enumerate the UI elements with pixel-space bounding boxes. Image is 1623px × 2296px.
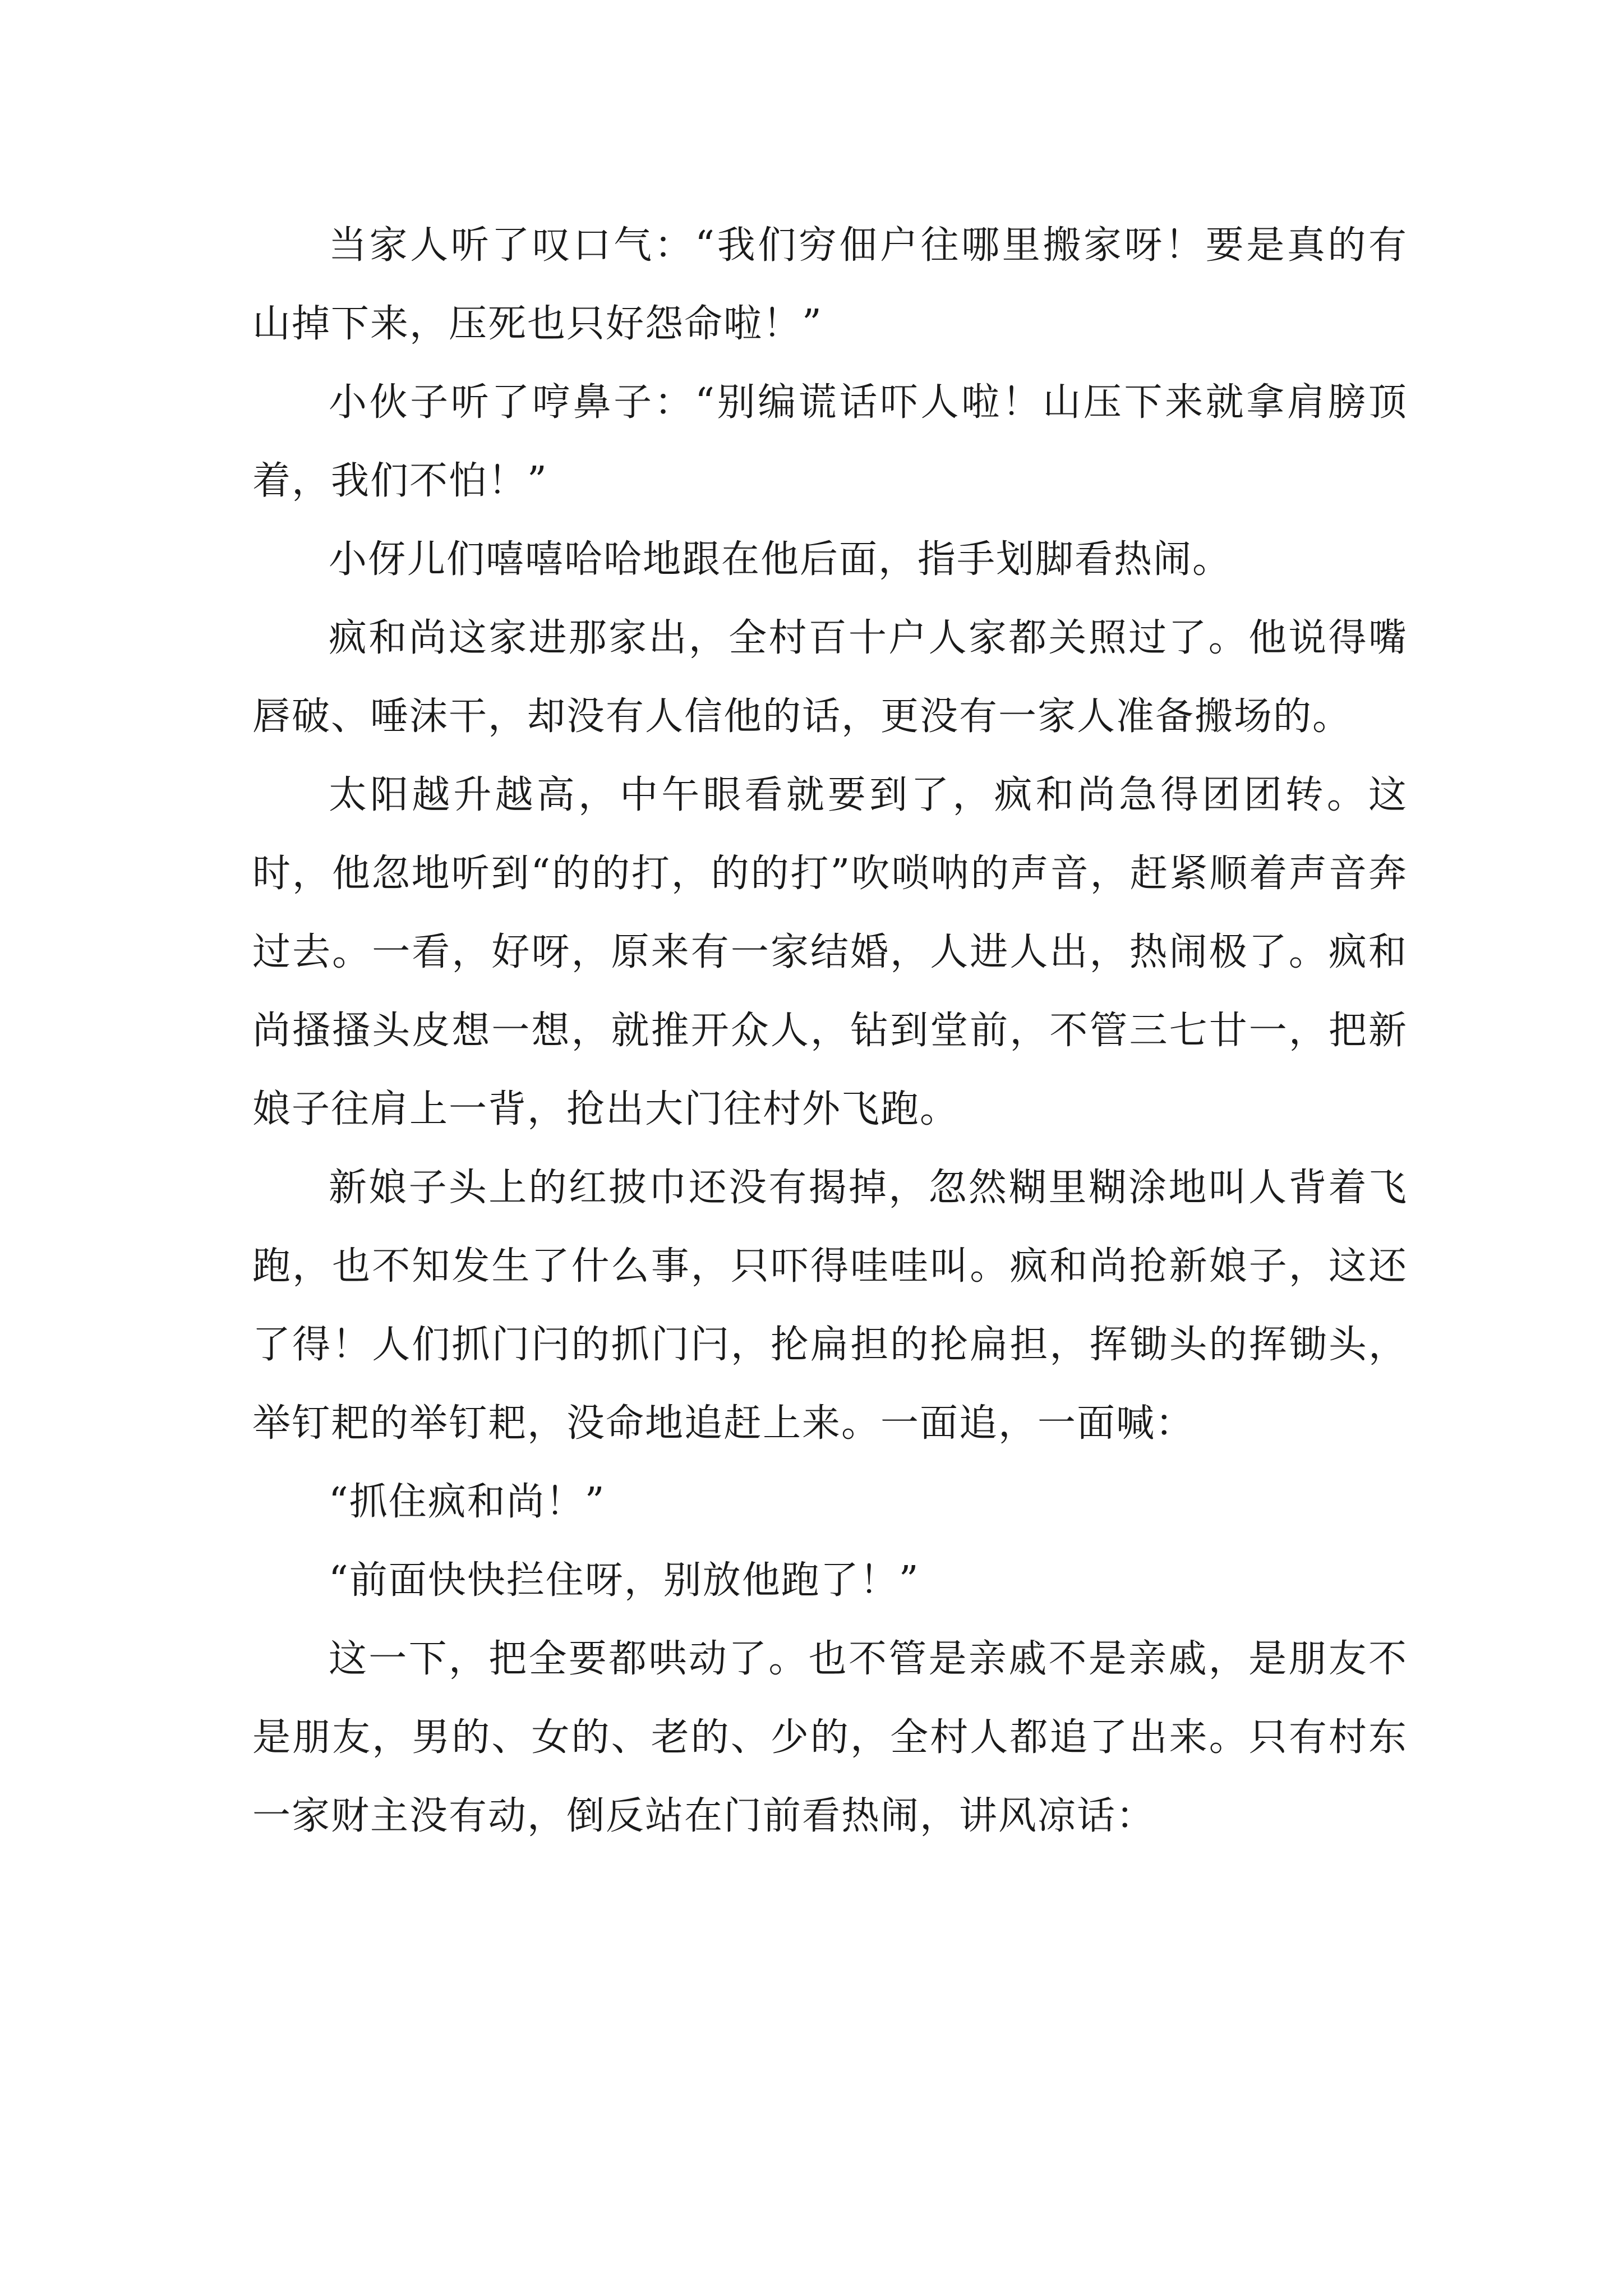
paragraph: 小伙子听了哼鼻子：“别编谎话吓人啦！山压下来就拿肩膀顶着，我们不怕！” xyxy=(252,380,1408,503)
body-text xyxy=(252,206,1408,1856)
paragraph: 疯和尚这家进那家出，全村百十户人家都关照过了。他说得嘴唇破、唾沫干，却没有人信他的话，更没有一家人准备搬场的。 xyxy=(252,616,1408,739)
dialogue-line: “前面快快拦住呀，别放他跑了！” xyxy=(329,1558,920,1603)
paragraph: 新娘子头上的红披巾还没有揭掉，忽然糊里糊涂地叫人背着飞跑，也不知发生了什么事，只吓得哇哇叫。疯和尚抢新娘子，这还了得！人们抓门闩的抓门闩，抡扁担的抡扁担，挥锄头的挥锄头，举钉耙的举钉耙，没命地追赶上来。一面追，一面喊： xyxy=(252,1166,1408,1446)
dialogue-line: “抓住疯和尚！” xyxy=(329,1480,606,1524)
paragraph: 这一下，把全要都哄动了。也不管是亲戚不是亲戚，是朋友不是朋友，男的、女的、老的、少的，全村人都追了出来。只有村东一家财主没有动，倒反站在门前看热闹，讲风凉话： xyxy=(252,1637,1408,1838)
paragraph: 太阳越升越高，中午眼看就要到了，疯和尚急得团团转。这时，他忽地听到“的的打，的的打”吹唢呐的声音，赶紧顺着声音奔过去。一看，好呀，原来有一家结婚，人进人出，热闹极了。疯和尚搔搔头皮想一想，就推开众人，钻到堂前，不管三七廿一，把新娘子往肩上一背，抢出大门往村外飞跑。 xyxy=(252,773,1408,1131)
paragraph: 小伢儿们嘻嘻哈哈地跟在他后面，指手划脚看热闹。 xyxy=(329,537,1232,582)
paragraph: 当家人听了叹口气：“我们穷佃户往哪里搬家呀！要是真的有山掉下来，压死也只好怨命啦！” xyxy=(252,223,1408,346)
